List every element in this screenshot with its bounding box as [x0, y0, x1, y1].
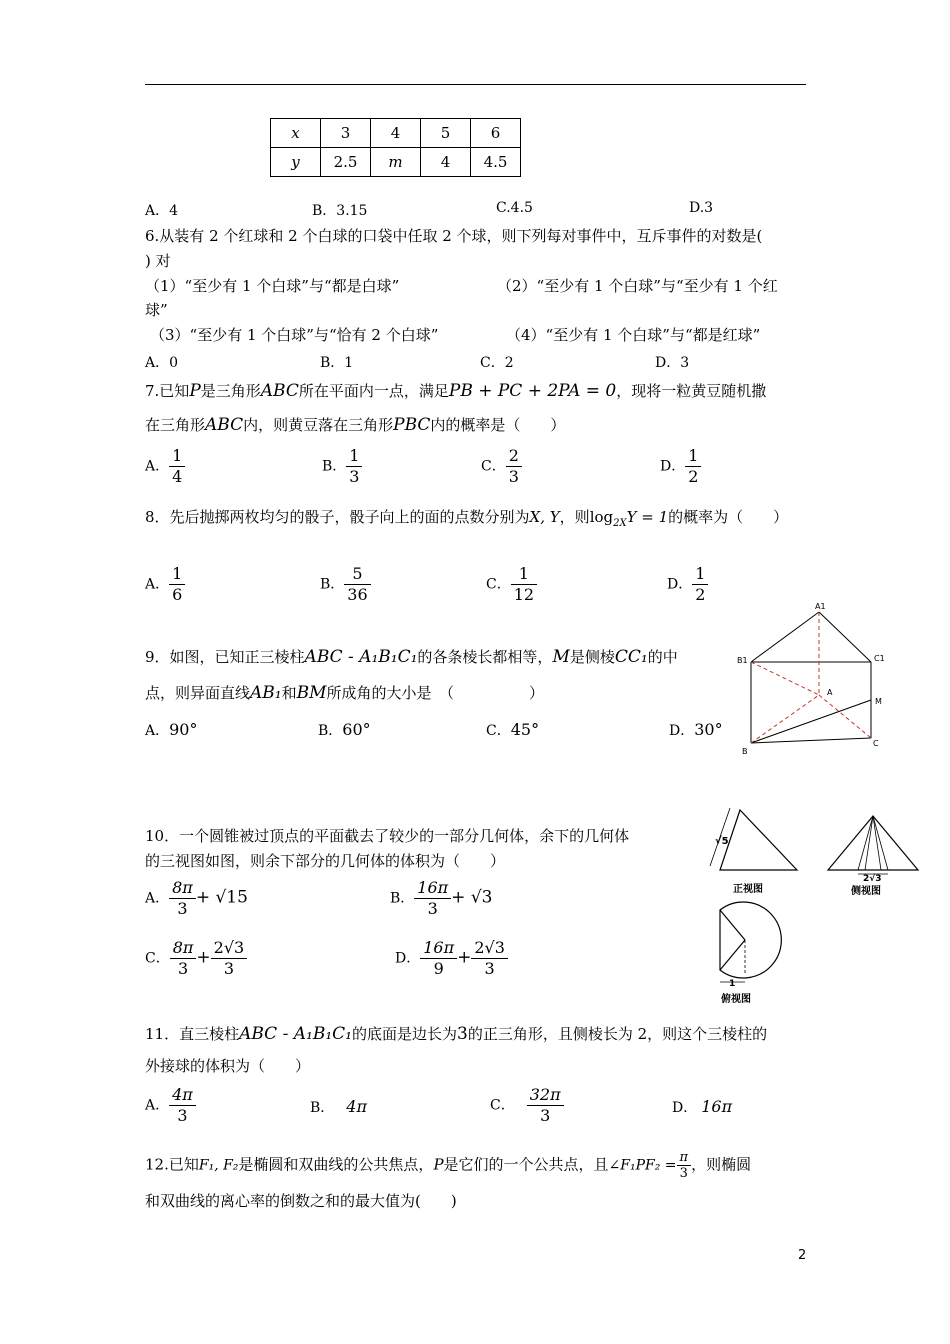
- label-one: 1: [729, 979, 736, 989]
- numerator: 16π: [414, 878, 451, 899]
- table-cell: 4: [421, 148, 471, 177]
- option-value: 4π: [346, 1097, 367, 1116]
- q9-text: 的中: [647, 648, 678, 666]
- option-label: C．: [145, 950, 170, 967]
- front-view-triangle: [720, 810, 797, 870]
- table-cell: 4.5: [471, 148, 521, 177]
- xy-table: [270, 118, 521, 177]
- option-value: 30°: [694, 720, 723, 739]
- fraction: [506, 446, 522, 487]
- q8-option-c: [486, 564, 537, 605]
- q7-triangle-pbc: PBC: [393, 415, 431, 435]
- header-rule: [145, 84, 806, 85]
- segment-bm: [751, 700, 871, 743]
- table-cell: 6: [471, 119, 521, 148]
- q12-foci: F₁, F₂: [198, 1157, 239, 1174]
- top-view-shape: [720, 902, 781, 978]
- option-label: C．: [486, 576, 511, 593]
- fraction: [346, 446, 362, 487]
- fraction: [169, 878, 196, 919]
- q11-stem-line1: [145, 1023, 767, 1044]
- fraction: [170, 938, 197, 979]
- q5-option-a: A．4: [145, 203, 179, 219]
- table-row: [271, 148, 521, 177]
- numerator: π: [677, 1150, 692, 1166]
- q9-option-c: [486, 720, 539, 740]
- label-top-view: 俯视图: [721, 994, 751, 1005]
- q9-text: 所成角的大小是 （ ）: [326, 684, 545, 702]
- fraction: [169, 1085, 196, 1126]
- edge-a1c1: [819, 612, 871, 662]
- table-cell: x: [271, 119, 321, 148]
- q12-angle: ∠F₁PF₂ =: [608, 1157, 677, 1174]
- q9-option-a: [145, 720, 197, 740]
- q8-option-a: [145, 564, 185, 605]
- denominator: 3: [679, 1166, 688, 1181]
- q8-stem: [145, 506, 788, 529]
- q9-line-ab1: AB₁: [250, 683, 282, 703]
- numerator: 1: [169, 564, 185, 585]
- option-label: D．: [660, 458, 686, 475]
- label-c1: C1: [874, 654, 885, 663]
- option-label: C．: [486, 723, 511, 739]
- option-label: D．: [667, 576, 693, 593]
- denominator: 2: [695, 585, 706, 604]
- denominator: 4: [172, 467, 183, 486]
- q7-option-b: [322, 446, 362, 487]
- q12-stem-line1: [145, 1150, 751, 1181]
- q9-text: 点，则异面直线: [145, 684, 251, 702]
- top-view-line: [720, 940, 745, 970]
- option-label: A．: [145, 458, 170, 475]
- table-cell: 3: [321, 119, 371, 148]
- q12-text: ，则椭圆: [691, 1155, 752, 1174]
- prism-figure: [735, 600, 895, 760]
- label-side-view: 侧视图: [851, 886, 881, 897]
- q9-text: 9．如图，已知正三棱柱: [145, 648, 305, 666]
- q7-text: 7.已知: [145, 382, 190, 400]
- label-c: C: [873, 739, 879, 748]
- label-b1: B1: [737, 656, 748, 665]
- q5-option-c: C.4.5: [496, 200, 533, 216]
- denominator: 12: [513, 585, 535, 604]
- option-value: 90°: [169, 720, 198, 739]
- q10-option-a: [145, 878, 248, 919]
- q6-option-a: A．0: [145, 355, 179, 371]
- label-front-view: 正视图: [733, 884, 763, 895]
- label-width: 2√3: [863, 874, 882, 884]
- q8-text: ，则: [559, 508, 590, 526]
- denominator: 3: [177, 1106, 188, 1125]
- edge-bc: [751, 738, 871, 743]
- option-label: A．: [145, 890, 170, 907]
- fraction: [211, 938, 248, 979]
- q7-text: 内，则黄豆落在三角形: [243, 416, 394, 434]
- fraction: [420, 938, 457, 979]
- q6-option-c: C．2: [480, 355, 514, 371]
- table-row: [271, 119, 521, 148]
- denominator: 3: [177, 899, 188, 918]
- option-label: D．: [672, 1100, 698, 1116]
- option-term: + √3: [451, 887, 493, 908]
- q11-prism: ABC - A₁B₁C₁: [239, 1024, 352, 1044]
- numerator: 2√3: [471, 938, 508, 959]
- fraction: [677, 1150, 692, 1181]
- fraction: [169, 564, 185, 605]
- q6-item-2-cont: 球”: [145, 301, 168, 319]
- option-label: B．: [310, 1100, 335, 1116]
- q9-text: 的各条棱长都相等，: [417, 648, 553, 666]
- q9-text: 和: [281, 684, 297, 702]
- q7-text: 在三角形: [145, 416, 206, 434]
- q11-text: 的底面是边长为: [351, 1025, 457, 1043]
- table-cell: 5: [421, 119, 471, 148]
- option-label: B．: [390, 890, 415, 907]
- q9-stem-line1: [145, 646, 678, 667]
- q12-text: 是它们的一个公共点，且: [443, 1155, 609, 1174]
- q11-option-d: [672, 1097, 732, 1117]
- fraction: [685, 446, 701, 487]
- numerator: 1: [169, 446, 185, 467]
- top-view-line: [720, 910, 745, 940]
- numerator: 2: [506, 446, 522, 467]
- q9-stem-line2: [145, 682, 544, 703]
- q8-equation: Y = 1: [626, 508, 669, 526]
- denominator: 3: [540, 1106, 551, 1125]
- numerator: 2√3: [211, 938, 248, 959]
- numerator: 16π: [420, 938, 457, 959]
- q11-option-b: [310, 1097, 367, 1117]
- label-a1: A1: [815, 602, 826, 611]
- fraction: [511, 564, 537, 605]
- side-view-triangle: [828, 816, 918, 870]
- q12-stem-line2: 和双曲线的离心率的倒数之和的最大值为( ): [145, 1192, 457, 1210]
- q9-line-bm: BM: [296, 683, 327, 703]
- q8-log-base: 2X: [613, 518, 627, 529]
- q6-stem-line1: 6.从装有 2 个红球和 2 个白球的口袋中任取 2 个球，则下列每对事件中，互斥事件的对数是(: [145, 227, 763, 245]
- q6-item-1: （1）“至少有 1 个白球”与“都是白球”: [145, 277, 400, 295]
- q8-text: 8．先后抛掷两枚均匀的骰子，骰子向上的面的点数分别为: [145, 508, 530, 526]
- table-cell: y: [271, 148, 321, 177]
- q7-option-c: [481, 446, 522, 487]
- option-label: B．: [322, 458, 347, 475]
- numerator: 5: [344, 564, 370, 585]
- option-value: 60°: [342, 720, 371, 739]
- segment-ab1-hidden: [751, 662, 819, 695]
- fraction: [527, 1085, 564, 1126]
- q11-option-c: [490, 1085, 564, 1126]
- q10-option-b: [390, 878, 492, 919]
- denominator: 2: [688, 467, 699, 486]
- q6-item-4: （4）“至少有 1 个白球”与“都是红球”: [506, 326, 761, 344]
- denominator: 36: [347, 585, 368, 604]
- table-cell: 2.5: [321, 148, 371, 177]
- q7-point-p: P: [189, 381, 201, 401]
- numerator: 1: [346, 446, 362, 467]
- q10-stem-line1: 10．一个圆锥被过顶点的平面截去了较少的一部分几何体，余下的几何体: [145, 827, 630, 845]
- q9-option-b: [318, 720, 371, 740]
- numerator: 4π: [169, 1085, 196, 1106]
- q9-option-d: [669, 720, 723, 740]
- denominator: 3: [349, 467, 360, 486]
- option-label: B．: [320, 576, 345, 593]
- q8-xy: X, Y: [529, 508, 560, 526]
- numerator: 8π: [169, 878, 196, 899]
- q10-option-d: [395, 938, 508, 979]
- q6-item-3: （3）“至少有 1 个白球”与“恰有 2 个白球”: [150, 326, 439, 344]
- numerator: 8π: [170, 938, 197, 959]
- q7-triangle-abc: ABC: [205, 415, 244, 435]
- q5-option-b: B．3.15: [312, 203, 368, 219]
- q8-option-d: [667, 564, 708, 605]
- q10-option-c: [145, 938, 247, 979]
- numerator: 32π: [527, 1085, 564, 1106]
- fraction: [414, 878, 451, 919]
- fraction: [471, 938, 508, 979]
- page-number: 2: [798, 1248, 807, 1263]
- edge-a1b1: [751, 612, 819, 662]
- option-plus: +: [457, 947, 472, 968]
- q6-option-d: D．3: [655, 355, 690, 371]
- q9-text: 是侧棱: [569, 648, 615, 666]
- q11-side-length: 3: [456, 1024, 468, 1044]
- q7-stem-line2: [145, 414, 565, 435]
- table-cell: 4: [371, 119, 421, 148]
- q7-text: 内的概率是（ ）: [430, 416, 566, 434]
- q6-stem-line2: ) 对: [145, 252, 171, 270]
- denominator: 3: [223, 959, 235, 978]
- denominator: 9: [433, 959, 444, 978]
- q11-option-a: [145, 1085, 196, 1126]
- fraction: [344, 564, 370, 605]
- q12-point-p: P: [433, 1155, 444, 1174]
- option-label: A．: [145, 576, 170, 593]
- q6-option-b: B．1: [320, 355, 354, 371]
- q8-option-b: [320, 564, 371, 605]
- option-label: C．: [481, 458, 506, 475]
- denominator: 3: [427, 899, 438, 918]
- q9-point-m: M: [552, 647, 570, 667]
- denominator: 6: [172, 585, 183, 604]
- q7-triangle-abc: ABC: [260, 381, 299, 401]
- q12-text: 是椭圆和双曲线的公共焦点，: [238, 1155, 434, 1174]
- q7-option-d: [660, 446, 701, 487]
- q6-item-2: （2）“至少有 1 个白球”与“至少有 1 个红: [497, 277, 778, 295]
- q7-option-a: [145, 446, 185, 487]
- q8-log: log: [589, 508, 614, 526]
- option-label: D．: [669, 723, 695, 739]
- q8-text: 的概率为（ ）: [668, 508, 789, 526]
- option-value: 45°: [510, 720, 540, 739]
- q7-condition: PB + PC + 2PA = 0: [448, 381, 617, 401]
- q11-text: 的正三角形，且侧棱长为 2，则这个三棱柱的: [467, 1025, 768, 1043]
- q7-text: 所在平面内一点，满足: [298, 382, 449, 400]
- label-a: A: [827, 688, 833, 697]
- option-value: 16π: [701, 1097, 733, 1116]
- q11-text: 11．直三棱柱: [145, 1025, 240, 1043]
- option-term: + √15: [195, 887, 248, 908]
- option-plus: +: [196, 947, 211, 968]
- option-label: A．: [145, 723, 170, 739]
- numerator: 1: [685, 446, 701, 467]
- label-m: M: [875, 697, 882, 706]
- edge-ab-hidden: [751, 695, 819, 743]
- label-b: B: [742, 747, 748, 756]
- q7-text: ，现将一粒黄豆随机撒: [616, 382, 767, 400]
- q5-option-d: D.3: [689, 200, 714, 216]
- denominator: 3: [508, 467, 519, 486]
- q11-stem-line2: 外接球的体积为（ ）: [145, 1057, 311, 1075]
- denominator: 3: [484, 959, 495, 978]
- option-label: B．: [318, 723, 343, 739]
- q9-prism: ABC - A₁B₁C₁: [304, 647, 418, 667]
- q7-text: 是三角形: [200, 382, 261, 400]
- numerator: 1: [511, 564, 537, 585]
- fraction: [169, 446, 185, 487]
- fraction: [692, 564, 708, 605]
- denominator: 3: [177, 959, 189, 978]
- q12-text: 12.已知: [145, 1155, 199, 1174]
- label-slant: √5: [715, 836, 729, 847]
- three-views-figure: [705, 800, 945, 1015]
- q10-stem-line2: 的三视图如图，则余下部分的几何体的体积为（ ）: [145, 852, 506, 870]
- q7-stem-line1: [145, 380, 766, 401]
- edge-ac-hidden: [819, 695, 871, 738]
- option-label: A．: [145, 1097, 170, 1114]
- table-cell: m: [371, 148, 421, 177]
- numerator: 1: [692, 564, 708, 585]
- option-label: D．: [395, 950, 421, 967]
- option-label: C．: [490, 1097, 515, 1114]
- q9-edge-cc1: CC₁: [614, 647, 648, 667]
